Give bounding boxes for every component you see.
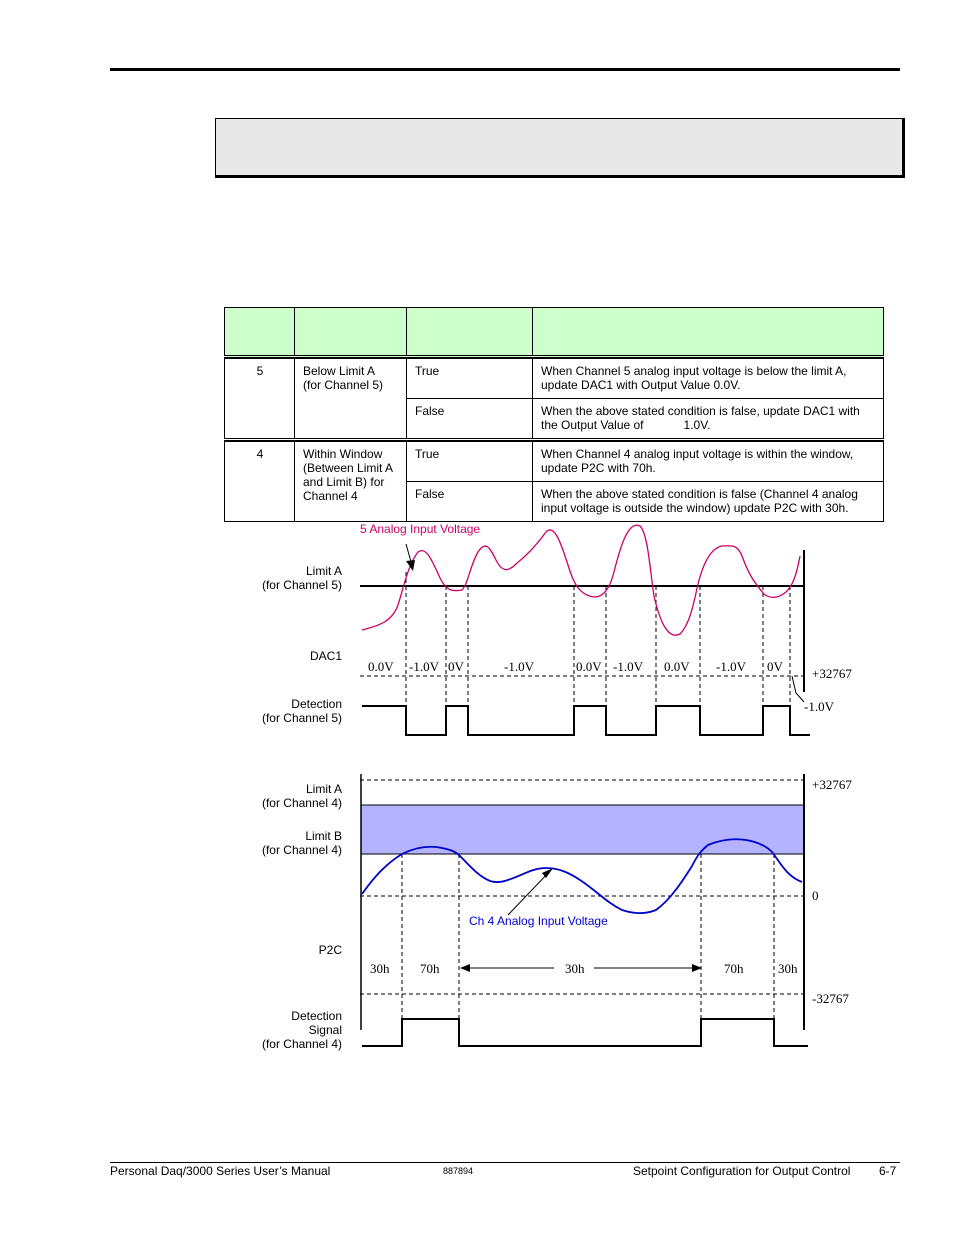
state-cell: True xyxy=(407,359,533,399)
right-bottom-value: -1.0V xyxy=(804,699,834,714)
arrowhead-right xyxy=(692,964,702,972)
p2c-value: 30h xyxy=(565,961,585,976)
action-line: When the above stated condition is false (Channel 4 analog xyxy=(541,487,858,501)
dac-value: 0V xyxy=(767,659,783,674)
action-line: the Output Value of 1.0V. xyxy=(541,418,711,432)
footer-manual-title: Personal Daq/3000 Series User’s Manual xyxy=(110,1164,331,1178)
p2c-value: 30h xyxy=(370,961,390,976)
condition-line: (for Channel 5) xyxy=(303,378,384,392)
detection-ch5-label: Detection (for Channel 5) xyxy=(261,697,342,725)
limit-a-ch4-label: Limit A (for Channel 4) xyxy=(261,782,342,810)
right-top-value: +32767 xyxy=(812,666,852,681)
arrowhead-left xyxy=(460,964,470,972)
arrowhead xyxy=(406,560,415,571)
condition-line: Channel 4 xyxy=(303,489,358,503)
ch4-signal-title: Ch 4 Analog Input Voltage xyxy=(469,914,608,928)
dac-value: -1.0V xyxy=(409,659,439,674)
condition-line: Below Limit A xyxy=(303,364,376,378)
ch5-analog-signal xyxy=(362,525,800,635)
footer-rule xyxy=(110,1162,900,1163)
dac-value: 0.0V xyxy=(576,659,602,674)
right-mid-value: 0 xyxy=(812,888,819,903)
dac-value: -1.0V xyxy=(504,659,534,674)
condition-line: (Between Limit A xyxy=(303,461,394,475)
action-line: update DAC1 with Output Value 0.0V. xyxy=(541,378,741,392)
ch4-detection-signal xyxy=(362,1019,808,1046)
channel-cell: 5 xyxy=(225,359,295,440)
right-top-value: +32767 xyxy=(812,777,852,792)
right-bottom-value: -32767 xyxy=(812,991,849,1006)
ch5-detection-signal xyxy=(362,706,810,735)
footer-doc-number: 887894 xyxy=(443,1166,474,1176)
action-line: When Channel 4 analog input voltage is within the window, xyxy=(541,447,854,461)
p2c-value: 70h xyxy=(724,961,744,976)
state-cell: False xyxy=(407,482,533,522)
state-cell: False xyxy=(407,399,533,440)
diagram-ch5 xyxy=(360,522,852,735)
arrowhead xyxy=(542,868,553,878)
condition-line: Within Window xyxy=(303,447,383,461)
dac-value: 0.0V xyxy=(368,659,394,674)
dac-value: -1.0V xyxy=(613,659,643,674)
dac-value: -1.0V xyxy=(716,659,746,674)
p2c-value: 70h xyxy=(420,961,440,976)
footer-page-number: 6-7 xyxy=(879,1164,897,1178)
p2c-value: 30h xyxy=(778,961,798,976)
state-cell: True xyxy=(407,442,533,482)
limit-b-ch4-label: Limit B (for Channel 4) xyxy=(261,829,342,857)
footer-section-title: Setpoint Configuration for Output Control xyxy=(633,1164,851,1178)
limit-a-ch5-label: Limit A (for Channel 5) xyxy=(261,564,342,592)
detection-ch4-label: Detection Signal (for Channel 4) xyxy=(261,1009,342,1051)
condition-line: and Limit B) for xyxy=(303,475,385,489)
dac-value: 0.0V xyxy=(664,659,690,674)
action-line: When Channel 5 analog input voltage is below the limit A, xyxy=(541,364,847,378)
dac-value: 0V xyxy=(448,659,464,674)
action-line: When the above stated condition is false, update DAC1 with xyxy=(541,404,860,418)
ch5-signal-title: 5 Analog Input Voltage xyxy=(360,522,481,536)
p2c-label: P2C xyxy=(318,943,342,957)
callout-line xyxy=(792,676,804,702)
action-line: update P2C with 70h. xyxy=(541,461,656,475)
channel-cell: 4 xyxy=(225,442,295,522)
action-line: input voltage is outside the window) update P2C with 30h. xyxy=(541,501,849,515)
dac1-label: DAC1 xyxy=(309,649,342,663)
diagram-ch4 xyxy=(360,774,852,1046)
